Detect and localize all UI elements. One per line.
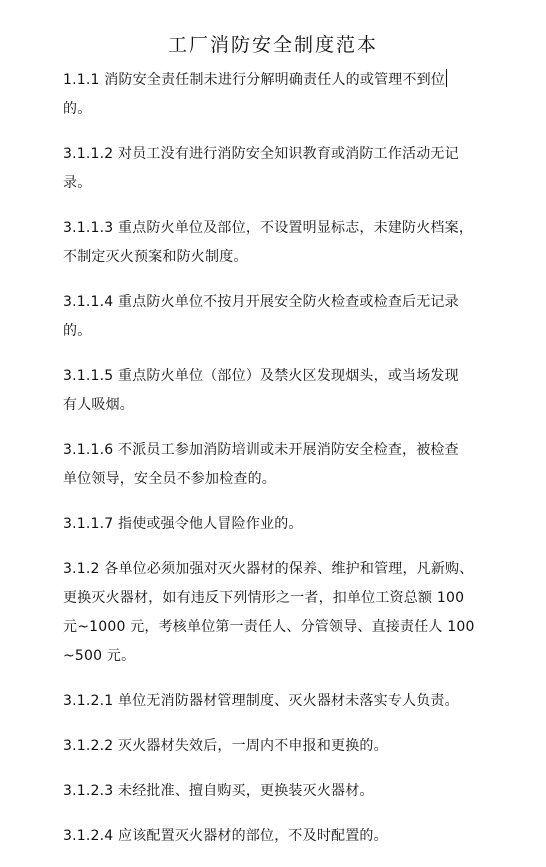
paragraph (63, 687, 483, 716)
paragraph-line: 3.1.2.3 未经批准、擅自购买，更换装灭火器材。 (63, 783, 374, 799)
paragraph (63, 66, 483, 124)
paragraph-line: 3.1.2.4 应该配置灭火器材的部位，不及时配置的。 (63, 828, 388, 844)
paragraph (63, 140, 483, 198)
paragraph-line: 3.1.2 各单位必须加强对灭火器材的保养、维护和管理，凡新购、 (63, 561, 474, 577)
text-cursor (446, 69, 447, 87)
paragraph-line: 元~1000 元，考核单位第一责任人、分管领导、直接责任人 100 (63, 619, 475, 635)
paragraph (63, 436, 483, 494)
paragraph (63, 555, 483, 671)
paragraph-line: 3.1.2.2 灭火器材失效后，一周内不申报和更换的。 (63, 738, 388, 754)
paragraph-line: 录。 (63, 175, 92, 191)
document-body (63, 66, 483, 867)
paragraph-line: 1.1.1 消防安全责任制未进行分解明确责任人的或管理不到位 (63, 66, 483, 95)
paragraph (63, 822, 483, 851)
paragraph (63, 214, 483, 272)
paragraph-line: 3.1.1.3 重点防火单位及部位，不设置明显标志，未建防火档案， (63, 220, 474, 236)
paragraph (63, 777, 483, 806)
paragraph-line: 单位领导，安全员不参加检查的。 (63, 471, 276, 487)
paragraph (63, 362, 483, 420)
paragraph-line: 更换灭火器材，如有违反下列情形之一者，扣单位工资总额 100 (63, 590, 465, 606)
paragraph-line: 3.1.1.7 指使或强令他人冒险作业的。 (63, 516, 303, 532)
paragraph-line: 3.1.1.2 对员工没有进行消防安全知识教育或消防工作活动无记 (63, 146, 459, 162)
paragraph-line: 有人吸烟。 (63, 397, 134, 413)
paragraph-line: ~500 元。 (63, 648, 136, 664)
paragraph-line: 不制定灭火预案和防火制度。 (63, 249, 248, 265)
paragraph-line: 3.1.1.5 重点防火单位（部位）及禁火区发现烟头，或当场发现 (63, 368, 459, 384)
paragraph-line: 的。 (63, 101, 92, 117)
paragraph-line: 3.1.1.6 不派员工参加消防培训或未开展消防安全检查，被检查 (63, 442, 459, 458)
document-title: 工厂消防安全制度范本 (167, 34, 378, 56)
paragraph-line: 的。 (63, 323, 92, 339)
paragraph (63, 510, 483, 539)
paragraph-line: 3.1.2.1 单位无消防器材管理制度、灭火器材未落实专人负责。 (63, 693, 459, 709)
paragraph (63, 288, 483, 346)
paragraph-line: 3.1.1.4 重点防火单位不按月开展安全防火检查或检查后无记录 (63, 294, 459, 310)
